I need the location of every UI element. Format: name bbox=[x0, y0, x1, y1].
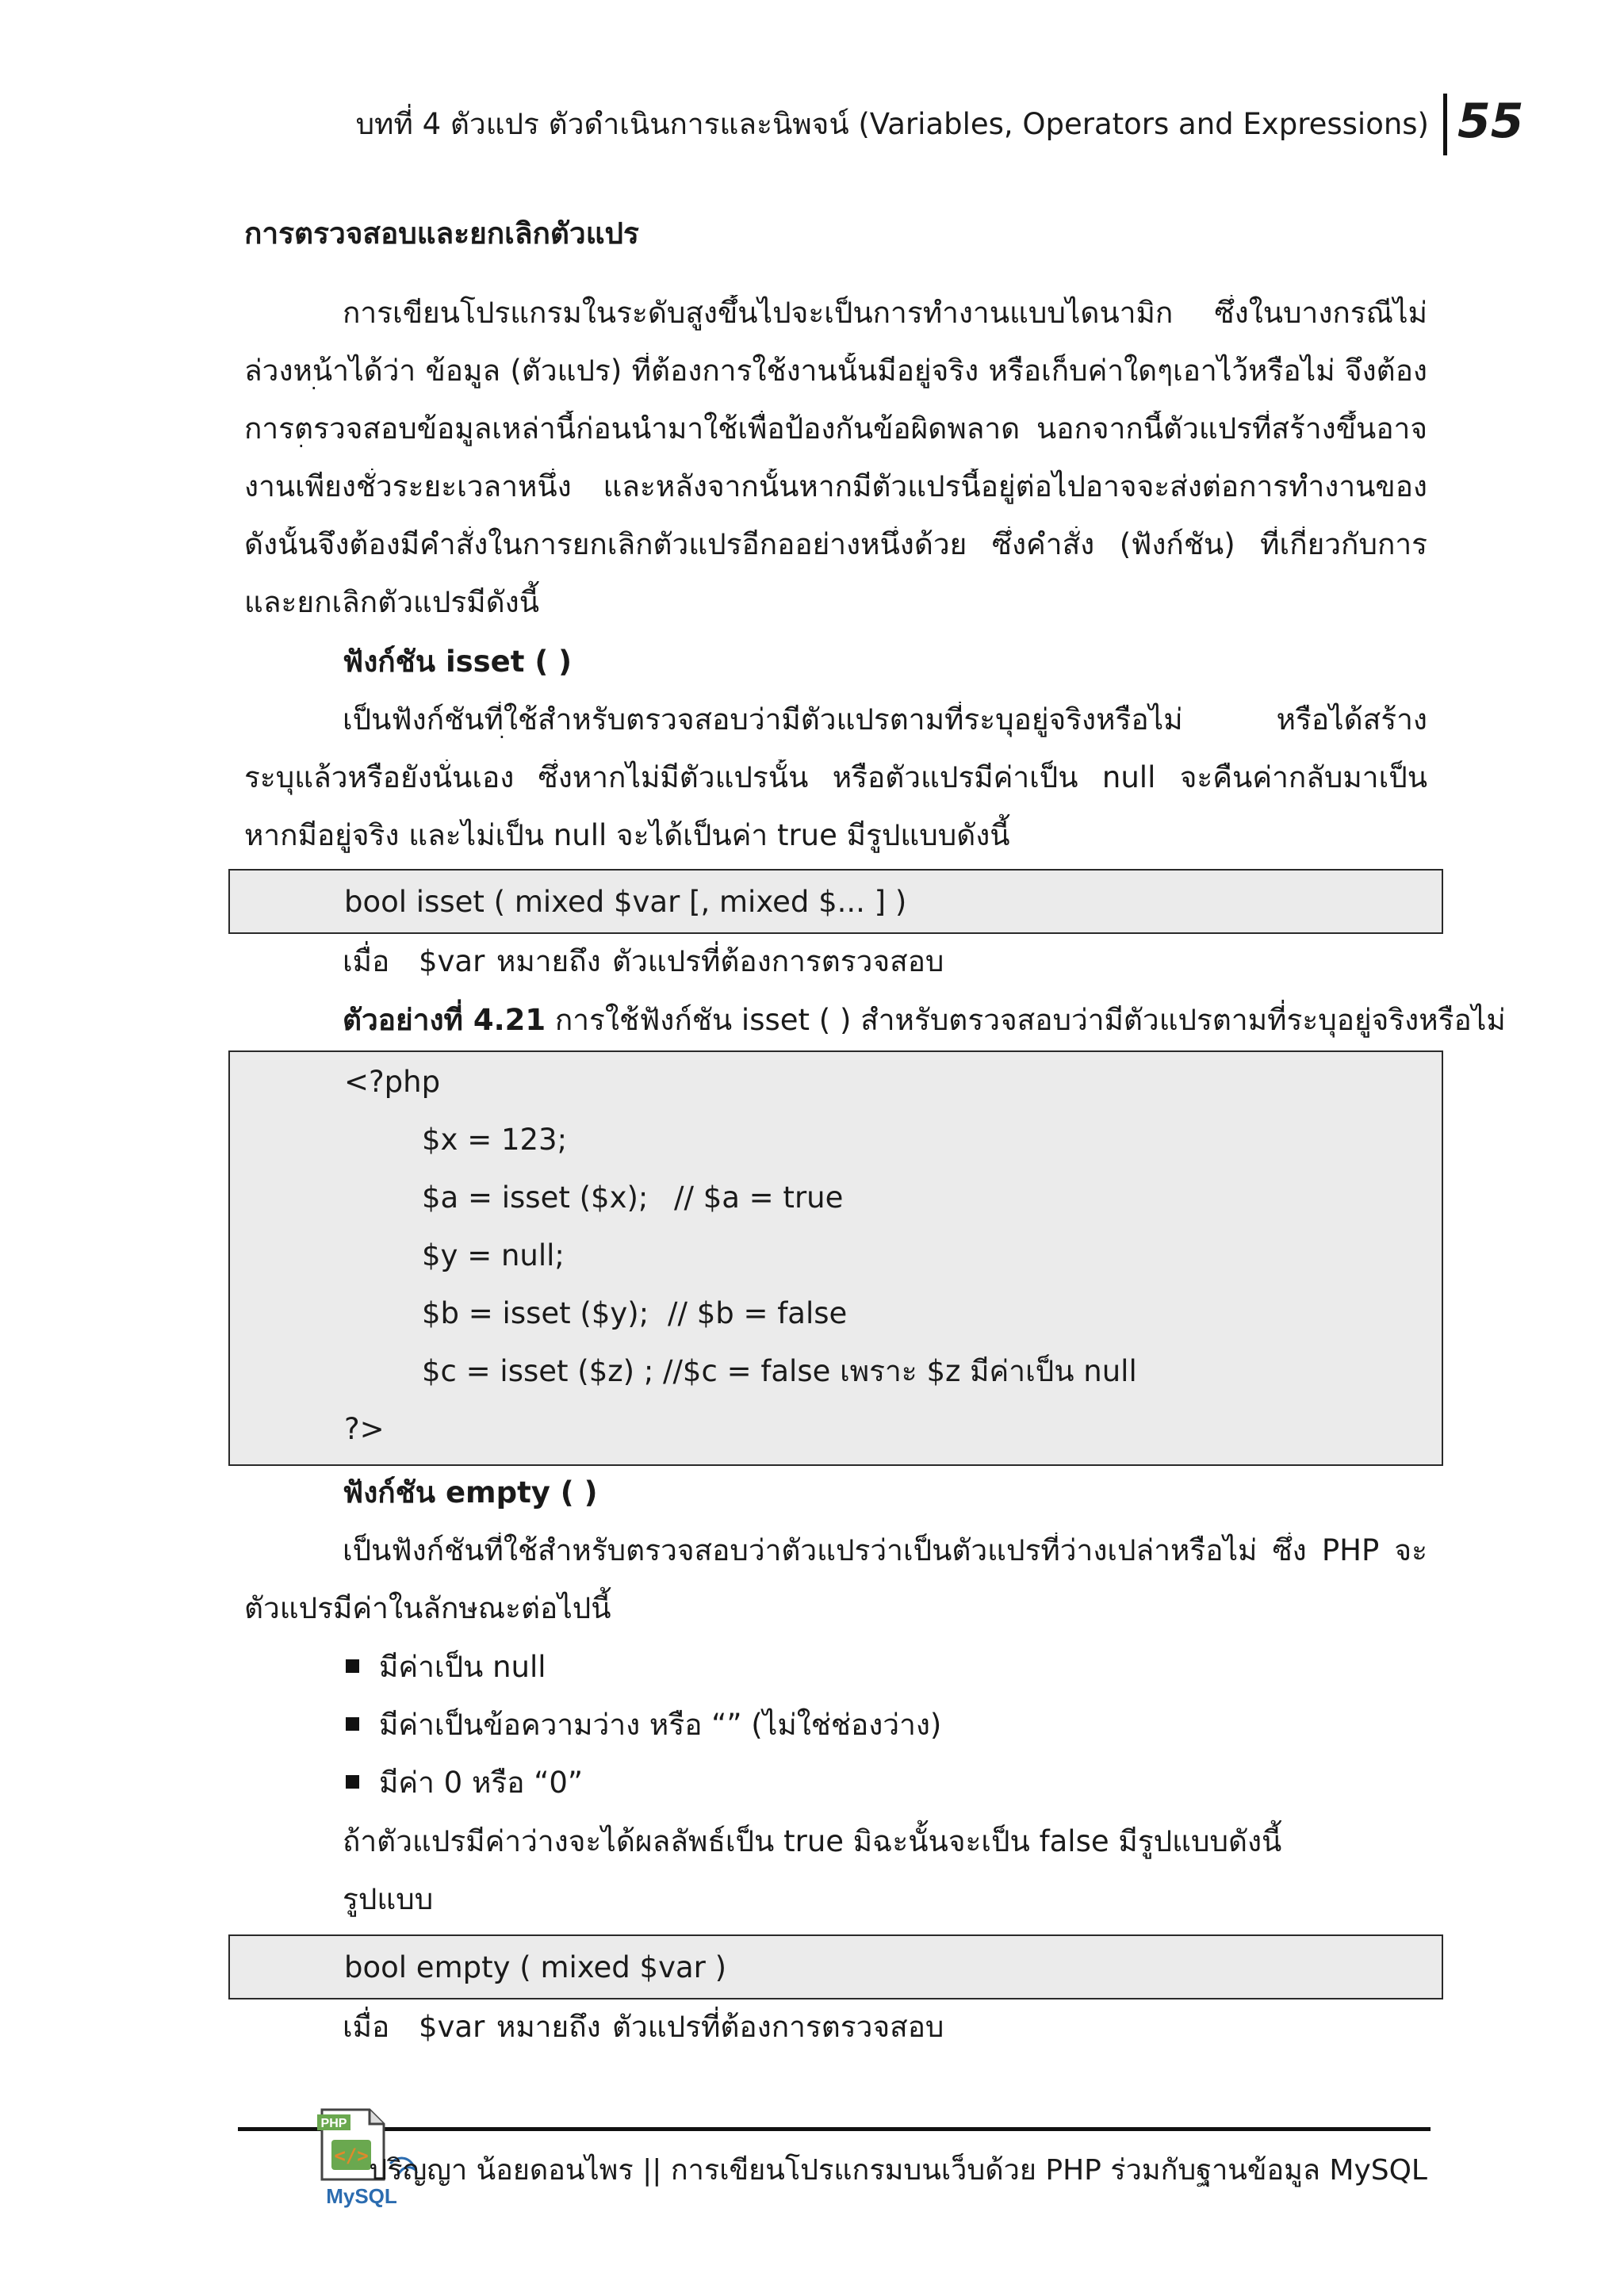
where-var: $var bbox=[419, 944, 485, 978]
page-number: 55 bbox=[1457, 94, 1524, 149]
bullet-square-icon bbox=[346, 1659, 359, 1673]
code-comment: //$c = false เพราะ $z มีค่าเป็น null bbox=[663, 1354, 1137, 1388]
where-means: หมายถึง bbox=[496, 944, 601, 978]
header-divider bbox=[1443, 94, 1447, 155]
bullet-square-icon bbox=[346, 1717, 359, 1731]
empty-syntax: bool empty ( mixed $var ) bbox=[344, 1950, 727, 1984]
paragraph-line: และยกเลิกตัวแปรมีดังนี้ bbox=[244, 585, 539, 619]
paragraph-line: ดังนั้นจึงต้องมีคำสั่งในการยกเลิกตัวแปรอีกออย่างหนึ่งด้วย ซึ่งคำสั่ง (ฟังก์ชัน) ที่เกี่ยวกับการ bbox=[244, 527, 1427, 561]
paragraph-line: งานเพียงชั่วระยะเวลาหนึ่ง และหลังจากนั้นหากมีตัวแปรนี้อยู่ต่อไปอาจจะส่งต่อการทำงานของ bbox=[244, 469, 1427, 503]
paragraph-line: เป็นฟังก์ชันที่ใช้สำหรับตรวจสอบว่าตัวแปรว่าเป็นตัวแปรที่ว่างเปล่าหรือไม่ ซึ่ง PHP จะ bbox=[343, 1533, 1427, 1567]
code-line: <?php bbox=[344, 1065, 441, 1099]
paragraph-line: หากมีอยู่จริง และไม่เป็น null จะได้เป็นค่า true มีรูปแบบดังนี้ bbox=[244, 818, 1010, 852]
isset-syntax: bool isset ( mixed $var [, mixed $... ] ) bbox=[344, 885, 907, 919]
code-line: $y = null; bbox=[422, 1238, 565, 1272]
code-comment: // $b = false bbox=[668, 1296, 848, 1330]
paragraph-line: ตัวแปรมีค่าในลักษณะต่อไปนี้ bbox=[244, 1591, 611, 1625]
bullet-square-icon bbox=[346, 1775, 359, 1789]
empty-heading: ฟังก์ชัน empty ( ) bbox=[343, 1475, 598, 1510]
section-heading: การตรวจสอบและยกเลิกตัวแปร bbox=[244, 216, 639, 251]
example-caption bbox=[343, 1002, 1506, 1039]
footer-text: ปริญญา น้อยดอนไพร || การเขียนโปรแกรมบนเว็บด้วย PHP ร่วมกับฐานข้อมูล MySQL bbox=[369, 2154, 1427, 2187]
list-item: มีค่าเป็นข้อความว่าง หรือ “” (ไม่ใช่ช่องว่าง) bbox=[379, 1708, 942, 1742]
code-comment: // $a = true bbox=[674, 1181, 844, 1215]
paragraph-line: เป็นฟังก์ชันที่ใช้สำหรับตรวจสอบว่ามีตัวแปรตามที่ระบุอยู่จริงหรือไม่ หรือได้สร้าง bbox=[343, 702, 1427, 737]
code-line: $b = isset ($y); bbox=[422, 1296, 649, 1330]
paragraph-line: ระบุแล้วหรือยังนั่นเอง ซึ่งหากไม่มีตัวแปรนั้น หรือตัวแปรมีค่าเป็น null จะคืนค่ากลับมาเป็น bbox=[244, 760, 1427, 794]
where-label: เมื่อ bbox=[343, 2010, 390, 2044]
list-item: มีค่า 0 หรือ “0” bbox=[379, 1766, 584, 1800]
isset-example-code-box bbox=[228, 1050, 1443, 1466]
where-label: เมื่อ bbox=[343, 944, 390, 978]
where-desc: ตัวแปรที่ต้องการตรวจสอบ bbox=[612, 944, 944, 978]
where-means: หมายถึง bbox=[496, 2010, 601, 2044]
paragraph-line: การเขียนโปรแกรมในระดับสูงขึ้นไปจะเป็นการทำงานแบบไดนามิก ซึ่งในบางกรณีไม่ bbox=[343, 296, 1427, 330]
logo-code-tag-text: </> bbox=[334, 2145, 369, 2167]
where-desc: ตัวแปรที่ต้องการตรวจสอบ bbox=[612, 2010, 944, 2044]
chapter-title: บทที่ 4 ตัวแปร ตัวดำเนินการและนิพจน์ (Variables, Operators and Expressions) bbox=[355, 107, 1429, 141]
empty-syntax-box bbox=[228, 1934, 1443, 1999]
paragraph-line: การตรวจสอบข้อมูลเหล่านี้ก่อนนำมาใช้เพื่อป้องกันข้อผิดพลาด นอกจากนี้ตัวแปรที่สร้างขึ้นอาจ bbox=[244, 411, 1427, 446]
isset-heading: ฟังก์ชัน isset ( ) bbox=[343, 645, 573, 679]
where-var: $var bbox=[419, 2010, 485, 2044]
code-line: $x = 123; bbox=[422, 1123, 568, 1157]
example-caption-text: การใช้ฟังก์ชัน isset ( ) สำหรับตรวจสอบว่ามีตัวแปรตามที่ระบุอยู่จริงหรือไม่ bbox=[546, 1003, 1506, 1037]
code-line: $c = isset ($z) ; bbox=[422, 1354, 654, 1388]
empty-result-line: ถ้าตัวแปรมีค่าว่างจะได้ผลลัพธ์เป็น true มิฉะนั้นจะเป็น false มีรูปแบบดังนี้ bbox=[343, 1824, 1282, 1858]
logo-mysql-text: MySQL bbox=[326, 2184, 397, 2208]
logo-php-text: PHP bbox=[320, 2117, 347, 2130]
list-item: มีค่าเป็น null bbox=[379, 1650, 546, 1684]
format-label: รูปแบบ bbox=[343, 1882, 434, 1916]
isset-syntax-box bbox=[228, 869, 1443, 934]
code-line: ?> bbox=[344, 1412, 385, 1446]
code-line: $a = isset ($x); bbox=[422, 1181, 649, 1215]
paragraph-line: ล่วงหน้าได้ว่า ข้อมูล (ตัวแปร) ที่ต้องการใช้งานนั้นมีอยู่จริง หรือเก็บค่าใดๆเอาไว้หรือไม่ จึงต้อง bbox=[244, 354, 1427, 388]
example-label: ตัวอย่างที่ 4.21 bbox=[343, 1003, 546, 1037]
